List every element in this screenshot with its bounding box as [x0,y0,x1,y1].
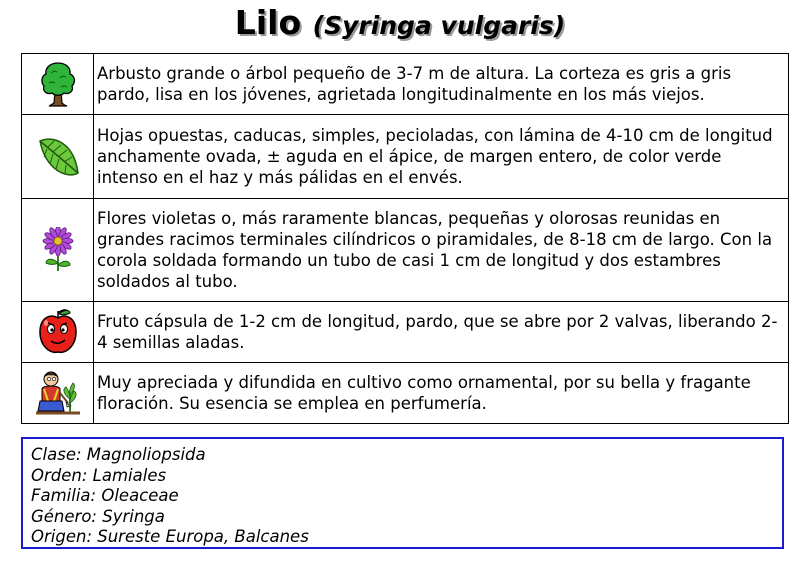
scientific-name: Syringa vulgaris [324,11,554,40]
icon-cell [22,54,94,115]
taxonomy-order: Orden: Lamiales [31,465,167,485]
scientific-name-group [313,11,566,40]
table-row-fruit [22,302,789,363]
row-text: Muy apreciada y difundida en cultivo como ornamental, por su bella y fragante floración. Su esencia se emplea en perfumería. [94,363,789,424]
taxonomy-box [21,437,784,549]
table-row-habit [22,54,789,115]
taxonomy-genus: Género: Syringa [31,506,165,526]
page-title [0,0,800,50]
table-row-leaves [22,115,789,199]
open-paren: ( [312,11,325,40]
row-text: Fruto cápsula de 1-2 cm de longitud, pardo, que se abre por 2 valvas, liberando 2-4 semillas aladas. [94,302,789,363]
icon-cell [22,302,94,363]
description-table [21,53,789,424]
table-row-flowers [22,199,789,302]
leaf-icon [34,133,82,181]
taxonomy-family: Familia: Oleaceae [31,486,179,505]
flower-icon [38,227,78,273]
table-row-uses [22,363,789,424]
icon-cell [22,199,94,302]
fruit-icon [36,307,80,357]
close-paren: ) [553,11,566,40]
taxonomy-class: Clase: Magnoliopsida [31,445,206,464]
row-text: Flores violetas o, más raramente blancas, pequeñas y olorosas reunidas en grandes racimos terminales cilíndricos o piramidales, de 8-18 cm de largo. Con la corola soldada formando un tubo de casi 1 cm de longitud y dos estambres soldados al tubo. [94,199,789,302]
icon-cell [22,363,94,424]
row-text: Arbusto grande o árbol pequeño de 3-7 m de altura. La corteza es gris a gris pardo, lisa en los jóvenes, agrietada longitudinalmente en los más viejos. [94,54,789,115]
row-text: Hojas opuestas, caducas, simples, pecioladas, con lámina de 4-10 cm de longitud anchamente ovada, ± aguda en el ápice, de margen entero, de color verde intenso en el haz y más pálidas en el envés. [94,115,789,199]
taxonomy-origin: Origen: Sureste Europa, Balcanes [31,527,309,546]
common-name: Lilo [234,3,302,42]
icon-cell [22,115,94,199]
gardener-icon [36,369,80,417]
tree-icon [38,61,78,107]
